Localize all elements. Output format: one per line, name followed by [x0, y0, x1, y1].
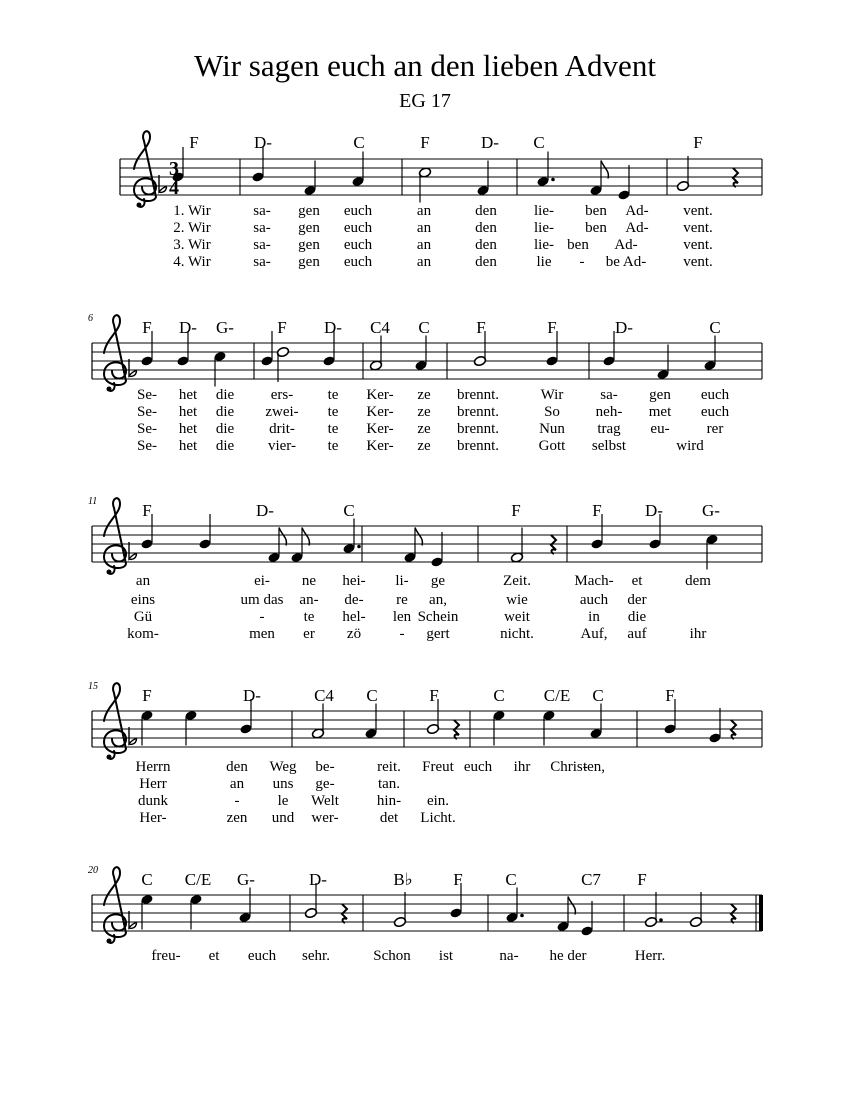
chord-symbol: F [142, 318, 152, 337]
lyric-syllable: 4. Wir [173, 254, 211, 270]
chord-symbol: C4 [314, 686, 334, 705]
lyric-syllable: Nun [539, 421, 565, 437]
lyric-syllable: Se- [137, 438, 157, 454]
lyric-syllable: vent. [683, 203, 713, 219]
lyric-syllable: gen [298, 203, 320, 219]
lyric-syllable: be Ad- [605, 254, 647, 270]
lyric-syllable: nicht. [500, 626, 534, 642]
lyric-syllable: ge [430, 573, 446, 589]
augmentation-dot [551, 178, 555, 182]
score-subtitle: EG 17 [399, 90, 451, 112]
chord-symbol: F [142, 501, 152, 520]
lyric-syllable: den [475, 237, 497, 253]
lyric-syllable: te [327, 387, 339, 403]
lyric-syllable: tan. [377, 776, 401, 792]
lyric-syllable: die [215, 404, 235, 420]
lyric-syllable: Freut [422, 759, 454, 775]
chord-symbol: D- [615, 318, 633, 337]
flat-key-signature-icon [159, 175, 166, 192]
lyric-syllable: Ker- [366, 438, 394, 454]
lyric-syllable: an [416, 254, 432, 270]
chord-symbol: C7 [581, 870, 601, 889]
lyric-syllable: Ad- [614, 237, 638, 253]
treble-clef-icon [104, 867, 126, 943]
lyric-syllable: uns [272, 776, 294, 792]
chord-symbol: G- [216, 318, 234, 337]
lyric-syllable: hel- [342, 609, 366, 625]
chord-symbol: D- [179, 318, 197, 337]
chord-symbol: D- [309, 870, 327, 889]
lyric-syllable: Ker- [366, 404, 394, 420]
lyric-syllable: ten, [582, 759, 606, 775]
lyric-syllable: den [475, 220, 497, 236]
lyric-syllable: Herr [139, 776, 167, 792]
chord-symbol: C/E [184, 870, 212, 889]
lyric-syllable: Se- [137, 404, 157, 420]
lyric-syllable: te [303, 609, 315, 625]
lyric-syllable: wie [506, 592, 528, 608]
lyric-syllable: wird [676, 438, 704, 454]
chord-symbol: C [418, 318, 430, 337]
lyric-syllable: gen [649, 387, 671, 403]
lyric-syllable: brennt. [456, 404, 500, 420]
lyric-syllable: Schon [373, 948, 411, 964]
chord-symbol: C [493, 686, 505, 705]
lyric-syllable: sehr. [302, 948, 330, 964]
lyric-syllable: te [327, 438, 339, 454]
lyric-syllable: ers- [270, 387, 294, 403]
lyric-syllable: dem [685, 573, 711, 589]
lyric-syllable: lie- [534, 220, 554, 236]
time-signature-numerator: 3 [169, 158, 179, 180]
lyric-syllable: 2. Wir [173, 220, 211, 236]
lyric-syllable: euch [343, 203, 373, 219]
lyric-syllable: lie- [534, 203, 554, 219]
lyric-syllable: ne [301, 573, 317, 589]
staff-system-1 [120, 131, 762, 207]
chord-symbol: D- [256, 501, 274, 520]
measure-number: 6 [88, 313, 93, 324]
lyric-syllable: ze [417, 421, 431, 437]
lyric-syllable: - [234, 793, 240, 809]
lyric-syllable: euch [700, 387, 730, 403]
lyric-syllable: ze [417, 438, 431, 454]
lyric-syllable: ist [438, 948, 454, 964]
lyric-syllable: Herr. [634, 948, 666, 964]
lyric-syllable: met [648, 404, 672, 420]
lyric-syllable: len [392, 609, 412, 625]
lyric-syllable: ge- [315, 776, 335, 792]
chord-symbol: C [592, 686, 604, 705]
chord-symbol: C [343, 501, 355, 520]
treble-clef-icon [104, 315, 126, 391]
lyric-syllable: an [416, 237, 432, 253]
lyric-syllable: wer- [311, 810, 339, 826]
lyric-syllable: euch [700, 404, 730, 420]
lyric-syllable: Wir [540, 387, 564, 403]
lyric-syllable: brennt. [456, 438, 500, 454]
flat-key-signature-icon [129, 911, 136, 928]
lyric-syllable: vent. [683, 237, 713, 253]
chord-symbol: D- [324, 318, 342, 337]
chord-symbol: F [665, 686, 675, 705]
chord-symbol: F [693, 133, 703, 152]
chord-symbol: G- [237, 870, 255, 889]
chord-symbol: C4 [370, 318, 390, 337]
lyric-syllable: Schein [417, 609, 459, 625]
lyric-syllable: hei- [342, 573, 366, 589]
chord-symbol: F [547, 318, 557, 337]
lyric-syllable: an, [429, 592, 447, 608]
chord-symbol: C [353, 133, 365, 152]
chord-symbol: C [366, 686, 378, 705]
chord-symbol: B♭ [393, 870, 413, 889]
note-flag [279, 528, 286, 546]
barline-final-thick [759, 895, 763, 931]
lyric-syllable: eins [130, 592, 156, 608]
chord-symbol: F [511, 501, 521, 520]
note-flag [568, 897, 575, 915]
lyric-syllable: de- [344, 592, 364, 608]
lyric-syllable: an- [299, 592, 319, 608]
lyric-syllable: an [416, 220, 432, 236]
lyric-syllable: zen [226, 810, 248, 826]
lyric-syllable: den [226, 759, 248, 775]
lyric-syllable: Her- [139, 810, 167, 826]
measure-number: 15 [88, 681, 98, 692]
lyric-syllable: eu- [650, 421, 670, 437]
lyric-syllable: selbst [591, 438, 627, 454]
lyric-syllable: Gott [538, 438, 566, 454]
lyric-syllable: vent. [683, 254, 713, 270]
lyric-syllable: zwei- [265, 404, 299, 420]
lyric-syllable: li- [395, 573, 409, 589]
lyric-syllable: zö [346, 626, 362, 642]
lyric-syllable: vent. [683, 220, 713, 236]
lyric-syllable: an [229, 776, 245, 792]
augmentation-dot [357, 545, 361, 549]
lyric-syllable: ihr [689, 626, 707, 642]
lyric-syllable: kom- [127, 626, 159, 642]
chord-symbol: F [476, 318, 486, 337]
lyric-syllable: drit- [269, 421, 295, 437]
lyric-syllable: und [271, 810, 295, 826]
lyric-syllable: der [627, 592, 647, 608]
lyric-syllable: sa- [600, 387, 618, 403]
chord-symbol: F [453, 870, 463, 889]
treble-clef-icon [104, 683, 126, 759]
chord-symbol: F [429, 686, 439, 705]
chord-symbol: F [189, 133, 199, 152]
lyric-syllable: het [178, 387, 198, 403]
lyric-syllable: Ker- [366, 421, 394, 437]
lyric-syllable: die [627, 609, 647, 625]
chord-symbol: C [141, 870, 153, 889]
lyric-syllable: lie [536, 254, 552, 270]
chord-symbol: F [420, 133, 430, 152]
chord-symbol: C [505, 870, 517, 889]
lyric-syllable: sa- [253, 254, 271, 270]
lyric-syllable: er [303, 626, 315, 642]
lyric-syllable: Ad- [625, 203, 649, 219]
lyric-syllable: Auf, [580, 626, 608, 642]
lyric-syllable: ze [417, 404, 431, 420]
lyric-syllable: Weg [269, 759, 297, 775]
lyric-syllable: Chris- [550, 759, 588, 775]
lyric-syllable: um das [240, 592, 284, 608]
lyric-syllable: sa- [253, 203, 271, 219]
lyric-syllable: die [215, 387, 235, 403]
lyric-syllable: an [416, 203, 432, 219]
chord-symbol: C [709, 318, 721, 337]
lyric-syllable: freu- [151, 948, 181, 964]
flat-key-signature-icon [129, 542, 136, 559]
lyric-syllable: euch [463, 759, 493, 775]
chord-symbol: D- [254, 133, 272, 152]
lyric-syllable: euch [343, 254, 373, 270]
lyric-syllable: dunk [138, 793, 168, 809]
lyric-syllable: gen [298, 237, 320, 253]
lyric-syllable: neh- [595, 404, 623, 420]
lyric-syllable: brennt. [456, 387, 500, 403]
chord-symbol: G- [702, 501, 720, 520]
chord-symbol: F [637, 870, 647, 889]
lyric-syllable: ein. [426, 793, 450, 809]
time-signature-denominator: 4 [169, 177, 179, 199]
lyric-syllable: gen [298, 220, 320, 236]
lyric-syllable: het [178, 404, 198, 420]
lyric-syllable: - [399, 626, 405, 642]
chord-symbol: D- [243, 686, 261, 705]
treble-clef-icon [134, 131, 156, 207]
chord-symbol: F [592, 501, 602, 520]
staff-system-4 [92, 683, 762, 759]
lyric-syllable: Gü [133, 609, 153, 625]
lyric-syllable: - [259, 609, 265, 625]
lyric-syllable: die [215, 421, 235, 437]
lyric-syllable: be- [315, 759, 335, 775]
chord-symbol: F [142, 686, 152, 705]
lyric-syllable: Mach- [574, 573, 614, 589]
chord-symbol: D- [481, 133, 499, 152]
lyric-syllable: te [327, 421, 339, 437]
lyric-syllable: sa- [253, 237, 271, 253]
lyric-syllable: het [178, 421, 198, 437]
flat-key-signature-icon [129, 727, 136, 744]
note-flag [601, 161, 608, 179]
lyric-syllable: hin- [376, 793, 402, 809]
lyric-syllable: Herrn [135, 759, 171, 775]
lyric-syllable: trag [597, 421, 621, 437]
lyric-syllable: ben [585, 220, 607, 236]
lyric-syllable: weit [504, 609, 530, 625]
lyric-syllable: reit. [377, 759, 401, 775]
augmentation-dot [659, 918, 663, 922]
lyric-syllable: So [544, 404, 560, 420]
lyric-syllable: ze [417, 387, 431, 403]
lyric-syllable: - [579, 254, 585, 270]
lyric-syllable: det [379, 810, 399, 826]
lyric-syllable: den [475, 203, 497, 219]
lyric-syllable: in [588, 609, 600, 625]
lyric-syllable: Licht. [420, 810, 456, 826]
lyric-syllable: lie- [534, 237, 554, 253]
lyric-syllable: te [327, 404, 339, 420]
chord-symbol: D- [645, 501, 663, 520]
measure-number: 20 [88, 865, 98, 876]
lyric-syllable: men [249, 626, 275, 642]
lyric-syllable: sa- [253, 220, 271, 236]
augmentation-dot [520, 914, 524, 918]
lyric-syllable: brennt. [456, 421, 500, 437]
lyric-syllable: ihr [513, 759, 531, 775]
lyric-syllable: et [631, 573, 643, 589]
lyric-syllable: et [208, 948, 220, 964]
lyric-syllable: euch [247, 948, 277, 964]
lyric-syllable: Welt [311, 793, 339, 809]
flat-key-signature-icon [129, 359, 136, 376]
lyric-syllable: he der [549, 948, 587, 964]
lyric-syllable: auf [627, 626, 647, 642]
note-flag [415, 528, 422, 546]
chord-symbol: C/E [543, 686, 571, 705]
treble-clef-icon [104, 498, 126, 574]
lyric-syllable: den [475, 254, 497, 270]
chord-symbol: C [533, 133, 545, 152]
lyric-syllable: het [178, 438, 198, 454]
lyric-syllable: 3. Wir [173, 237, 211, 253]
note-flag [302, 528, 309, 546]
lyric-syllable: an [135, 573, 151, 589]
lyric-syllable: Zeit. [503, 573, 531, 589]
lyric-syllable: Se- [137, 387, 157, 403]
measure-number: 11 [88, 496, 98, 507]
lyric-syllable: gen [298, 254, 320, 270]
lyric-syllable: na- [499, 948, 519, 964]
lyric-syllable: 1. Wir [173, 203, 211, 219]
lyric-syllable: le [277, 793, 289, 809]
lyric-syllable: ei- [254, 573, 270, 589]
lyric-syllable: vier- [267, 438, 297, 454]
lyric-syllable: Ker- [366, 387, 394, 403]
score-title: Wir sagen euch an den lieben Advent [194, 48, 656, 83]
lyric-syllable: Ad- [625, 220, 649, 236]
lyric-syllable: gert [426, 626, 450, 642]
lyric-syllable: ben [585, 203, 607, 219]
chord-symbol: F [277, 318, 287, 337]
lyric-syllable: rer [706, 421, 724, 437]
lyric-syllable: auch [579, 592, 609, 608]
lyric-syllable: re [396, 592, 408, 608]
lyric-syllable: euch [343, 237, 373, 253]
lyric-syllable: Se- [137, 421, 157, 437]
lyric-syllable: euch [343, 220, 373, 236]
lyric-syllable: ben [567, 237, 589, 253]
lyric-syllable: die [215, 438, 235, 454]
